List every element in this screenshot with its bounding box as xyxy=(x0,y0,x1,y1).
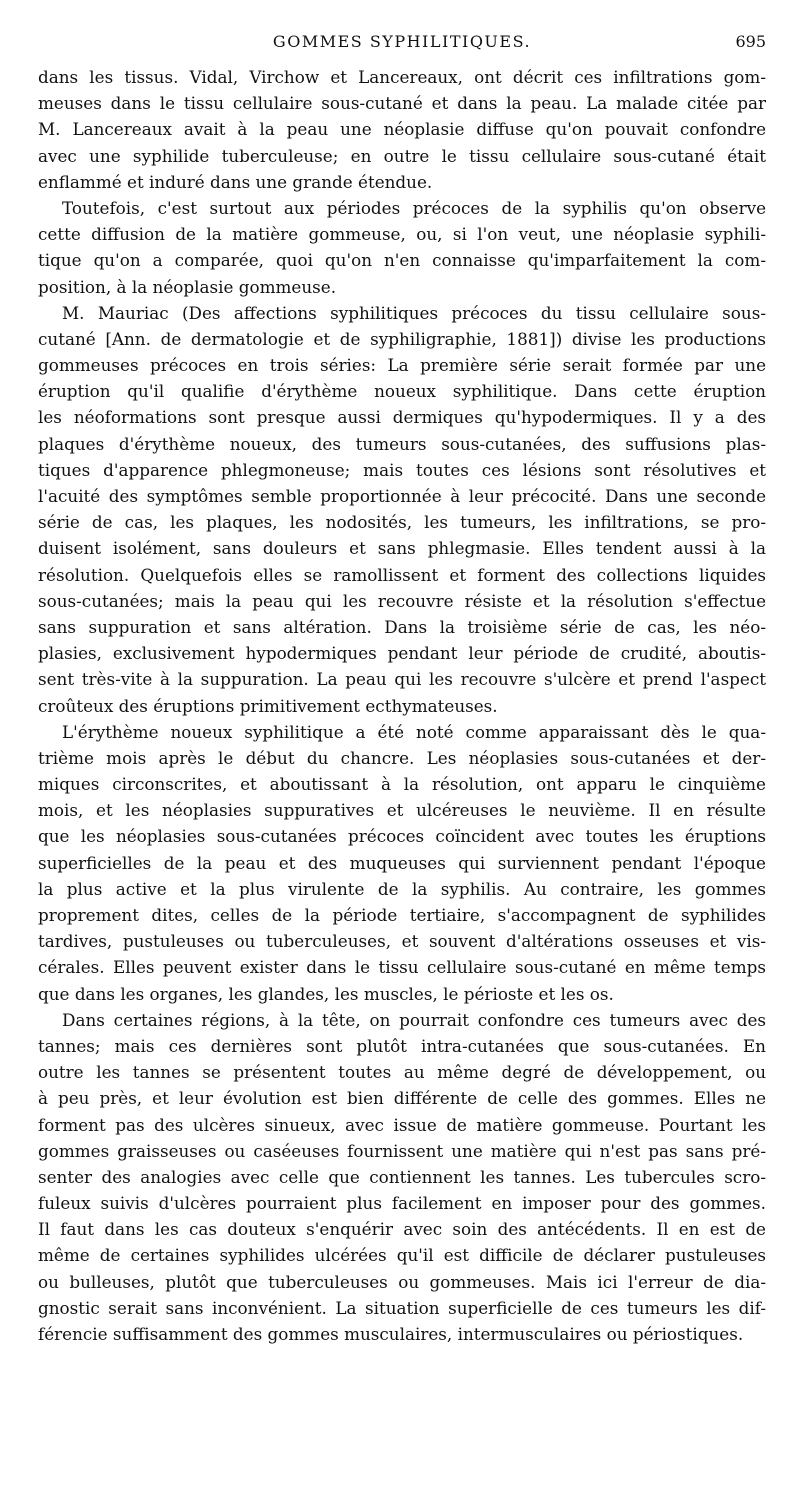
text-line: que dans les organes, les glandes, les muscles, le périoste et les os. xyxy=(38,983,614,1004)
text-line: meuses dans le tissu cellulaire sous-cutané et dans la peau. La malade citée par xyxy=(38,93,766,114)
paragraph xyxy=(38,64,766,195)
text-line: dans les tissus. Vidal, Virchow et Lancereaux, ont décrit ces infiltrations gom- xyxy=(38,67,766,87)
text-line: la plus active et la plus virulente de la syphilis. Au contraire, les gommes xyxy=(38,878,766,899)
text-line: résolution. Quelquefois elles se ramollissent et forment des collections liquides xyxy=(38,564,766,585)
text-line: tiques d'apparence phlegmoneuse; mais toutes ces lésions sont résolutives et xyxy=(38,459,766,480)
text-line: enflammé et induré dans une grande étendue. xyxy=(38,171,433,192)
text-line: éruption qu'il qualifie d'érythème noueux syphilitique. Dans cette éruption xyxy=(38,381,766,402)
text-line: gnostic serait sans inconvénient. La situation superficielle de ces tumeurs les dif- xyxy=(38,1297,766,1318)
text-line: férencie suffisamment des gommes musculaires, intermusculaires ou périostiques. xyxy=(38,1324,744,1344)
text-line: croûteux des éruptions primitivement ecthymateuses. xyxy=(38,695,498,716)
text-line: à peu près, et leur évolution est bien différente de celle des gommes. Elles ne xyxy=(38,1088,766,1109)
text-line: plaques d'érythème noueux, des tumeurs sous-cutanées, des suffusions plas- xyxy=(38,433,766,454)
text-line: cette diffusion de la matière gommeuse, ou, si l'on veut, une néoplasie syphili- xyxy=(38,224,766,245)
paragraph xyxy=(38,300,766,719)
text-line: proprement dites, celles de la période tertiaire, s'accompagnent de syphilides xyxy=(38,905,766,925)
text-line: miques circonscrites, et aboutissant à la résolution, ont apparu le cinquième xyxy=(38,774,766,795)
text-line: ou bulleuses, plutôt que tuberculeuses ou gommeuses. Mais ici l'erreur de dia- xyxy=(38,1271,766,1292)
text-line: forment pas des ulcères sinueux, avec issue de matière gommeuse. Pourtant les xyxy=(38,1114,766,1135)
text-line: outre les tannes se présentent toutes au même degré de développement, ou xyxy=(38,1062,766,1083)
running-title: GOMMES SYPHILITIQUES. xyxy=(272,32,532,51)
text-line: que les néoplasies sous-cutanées précoces coïncident avec toutes les éruptions xyxy=(38,826,766,847)
text-line: duisent isolément, sans douleurs et sans phlegmasie. Elles tendent aussi à la xyxy=(38,538,766,559)
text-line: tique qu'on a comparée, quoi qu'on n'en connaisse qu'imparfaitement la com- xyxy=(38,250,766,271)
text-line: Il faut dans les cas douteux s'enquérir avec soin des antécédents. Il en est de xyxy=(38,1219,766,1240)
page-header xyxy=(38,32,766,56)
text-line: M. Mauriac (Des affections syphilitiques précoces du tissu cellulaire sous- xyxy=(62,302,766,323)
text-line: Dans certaines régions, à la tête, on pourrait confondre ces tumeurs avec des xyxy=(62,1009,766,1030)
text-line: gommeuses précoces en trois séries: La première série serait formée par une xyxy=(38,355,766,376)
text-line: superficielles de la peau et des muqueuses qui surviennent pendant l'époque xyxy=(38,852,766,873)
text-line: gommes graisseuses ou caséeuses fournissent une matière qui n'est pas sans pré- xyxy=(38,1140,766,1161)
text-line: fuleux suivis d'ulcères pourraient plus facilement en imposer pour des gommes. xyxy=(38,1193,766,1214)
text-line: trième mois après le début du chancre. Les néoplasies sous-cutanées et der- xyxy=(38,747,766,768)
text-line: mois, et les néoplasies suppuratives et ulcéreuses le neuvième. Il en résulte xyxy=(38,800,766,821)
text-line: même de certaines syphilides ulcérées qu'il est difficile de déclarer pustuleuses xyxy=(38,1245,766,1266)
paragraph xyxy=(38,1007,766,1347)
text-line: avec une syphilide tuberculeuse; en outre le tissu cellulaire sous-cutané était xyxy=(38,145,766,166)
body-text xyxy=(38,64,766,1347)
text-line: senter des analogies avec celle que contiennent les tannes. Les tubercules scro- xyxy=(38,1166,766,1187)
text-line: Toutefois, c'est surtout aux périodes précoces de la syphilis qu'on observe xyxy=(62,197,766,218)
text-line: cérales. Elles peuvent exister dans le tissu cellulaire sous-cutané en même temps xyxy=(38,957,766,978)
text-line: sent très-vite à la suppuration. La peau qui les recouvre s'ulcère et prend l'aspect xyxy=(38,669,766,690)
text-line: sous-cutanées; mais la peau qui les recouvre résiste et la résolution s'effectue xyxy=(38,590,766,611)
paragraph xyxy=(38,719,766,1007)
text-line: l'acuité des symptômes semble proportionnée à leur précocité. Dans une seconde xyxy=(38,486,766,506)
text-line: position, à la néoplasie gommeuse. xyxy=(38,276,337,297)
text-line: série de cas, les plaques, les nodosités, les tumeurs, les infiltrations, se pro- xyxy=(38,512,766,533)
text-line: cutané [Ann. de dermatologie et de syphiligraphie, 1881]) divise les productions xyxy=(38,328,766,349)
text-line: plasies, exclusivement hypodermiques pendant leur période de crudité, aboutis- xyxy=(38,643,766,664)
text-line: les néoformations sont presque aussi dermiques qu'hypodermiques. Il y a des xyxy=(38,407,766,428)
text-line: tardives, pustuleuses ou tuberculeuses, et souvent d'altérations osseuses et vis- xyxy=(38,931,766,952)
text-line: L'érythème noueux syphilitique a été noté comme apparaissant dès le qua- xyxy=(62,721,766,742)
paragraph xyxy=(38,195,766,300)
page-number: 695 xyxy=(735,32,766,51)
text-line: sans suppuration et sans altération. Dans la troisième série de cas, les néo- xyxy=(38,616,766,637)
text-line: tannes; mais ces dernières sont plutôt intra-cutanées que sous-cutanées. En xyxy=(38,1035,766,1056)
text-line: M. Lancereaux avait à la peau une néoplasie diffuse qu'on pouvait confondre xyxy=(38,119,766,140)
